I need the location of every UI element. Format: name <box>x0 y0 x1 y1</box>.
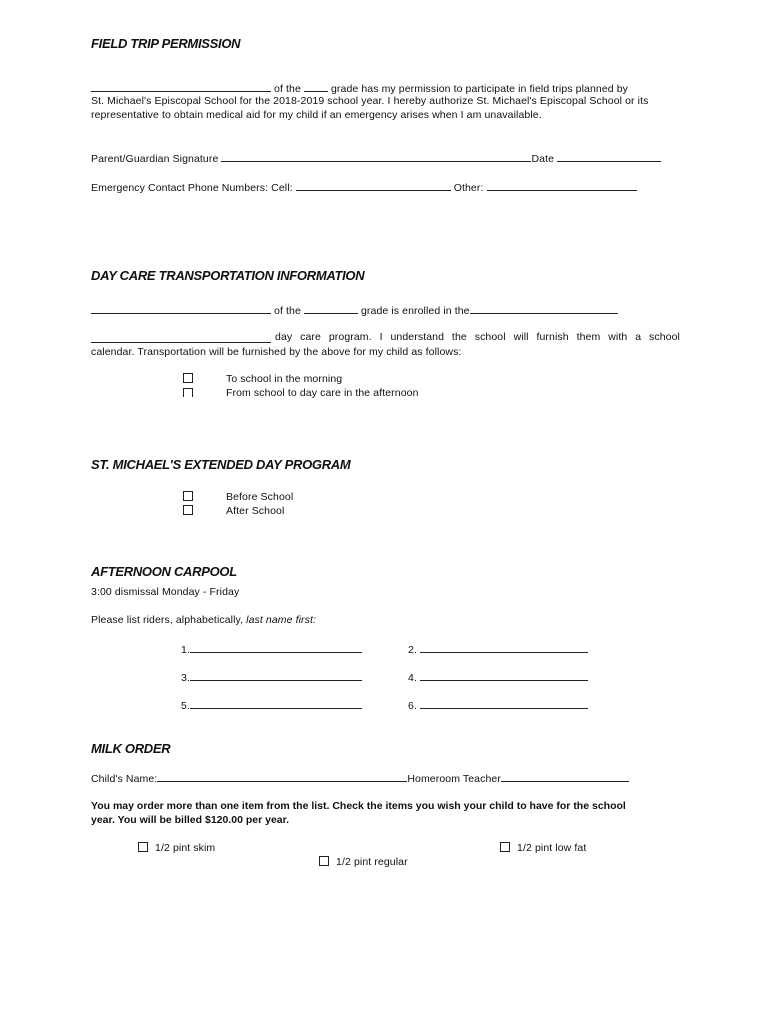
rider-field[interactable] <box>190 670 362 681</box>
rider-number: 5. <box>181 700 190 712</box>
rider-field[interactable] <box>420 642 588 653</box>
low-fat-label: 1/2 pint low fat <box>517 842 587 854</box>
day-care-program-field[interactable] <box>91 332 271 343</box>
from-school-checkbox[interactable] <box>183 388 193 397</box>
after-school-label: After School <box>226 505 285 517</box>
after-school-checkbox[interactable] <box>183 505 193 515</box>
student-name-field[interactable] <box>91 81 271 92</box>
field-trip-of-the: of the <box>274 83 301 95</box>
rider-field[interactable] <box>190 642 362 653</box>
day-care-grade-field[interactable] <box>304 303 358 314</box>
rider-row <box>181 642 362 656</box>
rider-number: 6. <box>408 700 417 712</box>
child-name-field[interactable] <box>157 771 407 782</box>
signature-field[interactable] <box>221 151 531 162</box>
child-name-label: Child's Name: <box>91 773 158 785</box>
homeroom-teacher-field[interactable] <box>501 771 629 782</box>
to-school-checkbox[interactable] <box>183 373 193 383</box>
rider-field[interactable] <box>190 698 362 709</box>
day-care-name-field[interactable] <box>470 303 618 314</box>
field-trip-heading: FIELD TRIP PERMISSION <box>91 36 241 51</box>
rider-field[interactable] <box>420 670 588 681</box>
skim-label: 1/2 pint skim <box>155 842 216 854</box>
regular-label: 1/2 pint regular <box>336 856 408 868</box>
rider-row <box>408 670 588 684</box>
regular-option[interactable] <box>319 856 408 868</box>
carpool-instructions-emphasis: last name first: <box>246 614 317 626</box>
day-care-enrolled-text: grade is enrolled in the <box>360 305 470 317</box>
from-school-label: From school to day care in the afternoon <box>226 387 419 399</box>
before-school-label: Before School <box>226 491 294 503</box>
rider-row <box>181 670 362 684</box>
rider-number: 4. <box>408 672 417 684</box>
field-trip-line-2: St. Michael's Episcopal School for the 2018-2019 school year. I hereby authorize St. Michael's Episcopal School or its <box>91 95 649 107</box>
before-school-checkbox[interactable] <box>183 491 193 501</box>
to-school-option[interactable] <box>183 373 197 385</box>
day-care-of-the: of the <box>274 305 301 317</box>
homeroom-teacher-label: Homeroom Teacher <box>407 773 501 785</box>
day-care-line-1 <box>91 303 618 317</box>
day-care-line-2 <box>91 331 680 343</box>
emergency-cell-label: Emergency Contact Phone Numbers: Cell: <box>91 182 293 194</box>
rider-row <box>408 698 588 712</box>
milk-note-line-2: year. You will be billed $120.00 per year. <box>91 814 290 826</box>
milk-note-line-1: You may order more than one item from the list. Check the items you wish your child to have for the school <box>91 800 626 812</box>
milk-child-row <box>91 771 629 785</box>
field-trip-permission-text: grade has my permission to participate in field trips planned by <box>330 83 629 95</box>
date-field[interactable] <box>557 151 661 162</box>
before-school-option[interactable] <box>183 491 197 503</box>
day-care-heading: DAY CARE TRANSPORTATION INFORMATION <box>91 268 365 283</box>
rider-number: 1. <box>181 644 190 656</box>
to-school-label: To school in the morning <box>226 373 343 385</box>
cell-phone-field[interactable] <box>296 180 451 191</box>
signature-label: Parent/Guardian Signature <box>91 153 219 165</box>
day-care-student-field[interactable] <box>91 303 271 314</box>
grade-field[interactable] <box>304 81 328 92</box>
carpool-instructions <box>91 614 316 626</box>
skim-option[interactable] <box>138 842 215 854</box>
carpool-heading: AFTERNOON CARPOOL <box>91 564 237 579</box>
carpool-instructions-text: Please list riders, alphabetically, <box>91 614 244 626</box>
day-care-line-3: calendar. Transportation will be furnished by the above for my child as follows: <box>91 346 462 358</box>
after-school-option[interactable] <box>183 505 197 517</box>
extended-day-heading: ST. MICHAEL'S EXTENDED DAY PROGRAM <box>91 457 351 472</box>
low-fat-checkbox[interactable] <box>500 842 510 852</box>
dismissal-text: 3:00 dismissal Monday - Friday <box>91 586 240 598</box>
emergency-other-label: Other: <box>453 182 484 194</box>
day-care-program-text: day care program. I understand the school will furnish them with a school <box>275 331 680 343</box>
rider-number: 2. <box>408 644 417 656</box>
field-trip-line-3: representative to obtain medical aid for my child if an emergency arises when I am unavailable. <box>91 109 542 121</box>
rider-row <box>408 642 588 656</box>
milk-heading: MILK ORDER <box>91 741 171 756</box>
other-phone-field[interactable] <box>487 180 637 191</box>
rider-field[interactable] <box>420 698 588 709</box>
rider-number: 3. <box>181 672 190 684</box>
emergency-row <box>91 180 637 194</box>
rider-row <box>181 698 362 712</box>
low-fat-option[interactable] <box>500 842 586 854</box>
signature-row <box>91 151 661 165</box>
field-trip-line-1 <box>91 81 628 95</box>
skim-checkbox[interactable] <box>138 842 148 852</box>
from-school-option[interactable] <box>183 387 197 399</box>
regular-checkbox[interactable] <box>319 856 329 866</box>
date-label: Date <box>531 153 555 165</box>
